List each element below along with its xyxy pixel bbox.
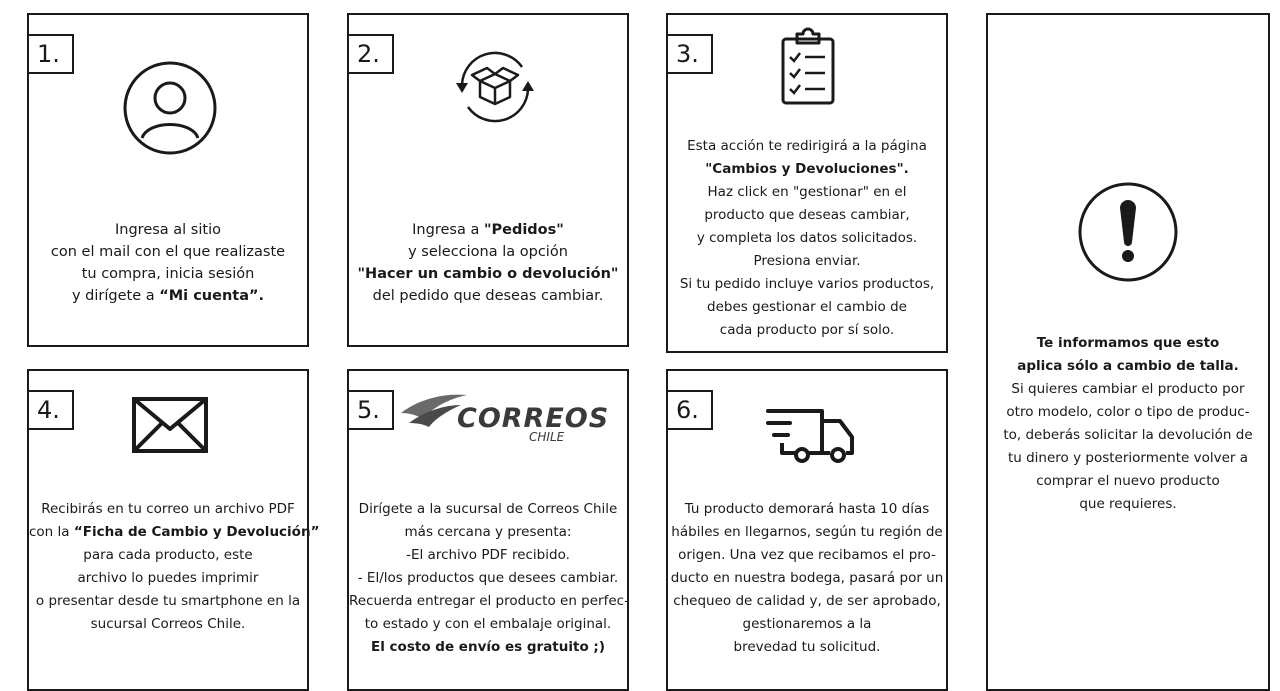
text-line: aplica sólo a cambio de talla.: [1017, 358, 1239, 374]
text-line: cada producto por sí solo.: [719, 322, 895, 338]
text-line: Recibirás en tu correo un archivo PDF: [41, 501, 295, 517]
clipboard-checklist-icon: [778, 29, 838, 109]
step-description: [29, 498, 320, 636]
delivery-truck-icon: [764, 397, 860, 469]
step-description: [29, 219, 307, 307]
correos-chile-logo: [399, 389, 610, 444]
step-description: [668, 135, 946, 342]
text-line: Ingresa al sitio: [115, 222, 221, 238]
text-line: gestionaremos a la: [742, 616, 872, 632]
exclamation-circle-icon: [1076, 180, 1180, 284]
text-line: Tu producto demorará hasta 10 días: [684, 501, 930, 517]
step-number: 6.: [666, 390, 713, 430]
text-line: archivo lo puedes imprimir: [77, 570, 259, 586]
box-cycle-icon: [450, 47, 540, 127]
step-description: [349, 498, 627, 659]
notice-card: [986, 13, 1270, 691]
text-line: producto que deseas cambiar,: [704, 207, 910, 223]
text-line: Si tu pedido incluye varios productos,: [679, 276, 935, 292]
text-line: o presentar desde tu smartphone en la: [35, 593, 301, 609]
step-card-4: [27, 369, 320, 691]
text-line: más cercana y presenta:: [404, 524, 572, 540]
text-line: otro modelo, color o tipo de produc-: [1006, 404, 1250, 420]
text-line: Dirígete a la sucursal de Correos Chile: [358, 501, 618, 517]
text-line: hábiles en llegarnos, según tu región de: [671, 524, 943, 540]
text-line: Recuerda entregar el producto en perfec-: [349, 593, 629, 609]
step-description: [349, 219, 627, 307]
step-number: 1.: [27, 34, 74, 74]
text-line: "Hacer un cambio o devolución": [357, 266, 619, 282]
text-line: to estado y con el embalaje original.: [364, 616, 612, 632]
text-line: chequeo de calidad y, de ser aprobado,: [673, 593, 941, 609]
text-line: Presiona enviar.: [753, 253, 861, 269]
step-number: 2.: [347, 34, 394, 74]
text-line: brevedad tu solicitud.: [733, 639, 881, 655]
text-line: tu dinero y posteriormente volver a: [1007, 450, 1249, 466]
text-line: y completa los datos solicitados.: [696, 230, 918, 246]
notice-description: [988, 332, 1268, 516]
text-line: que requieres.: [1079, 496, 1177, 512]
text-line: con la “Ficha de Cambio y Devolución”: [29, 524, 320, 540]
text-line: para cada producto, este: [83, 547, 253, 563]
step-card-3: [666, 13, 948, 353]
text-line: ducto en nuestra bodega, pasará por un: [670, 570, 944, 586]
text-line: con el mail con el que realizaste: [50, 244, 286, 260]
text-line: Te informamos que esto: [1036, 335, 1220, 351]
text-line: tu compra, inicia sesión: [81, 266, 255, 282]
step-number: 4.: [27, 390, 74, 430]
text-line: sucursal Correos Chile.: [90, 616, 246, 632]
step-number: 5.: [347, 390, 394, 430]
step-card-5: [347, 369, 629, 691]
text-line: -El archivo PDF recibido.: [406, 547, 570, 563]
text-line: Esta acción te redirigirá a la página: [687, 138, 927, 154]
text-line: debes gestionar el cambio de: [707, 299, 907, 315]
step-card-1: [27, 13, 309, 347]
text-line: comprar el nuevo producto: [1036, 473, 1220, 489]
text-line: - El/los productos que desees cambiar.: [357, 570, 619, 586]
text-line: y dirígete a “Mi cuenta”.: [71, 288, 265, 304]
text-line: El costo de envío es gratuito ;): [371, 639, 605, 655]
text-line: Ingresa a "Pedidos": [412, 222, 564, 238]
text-line: origen. Una vez que recibamos el pro-: [678, 547, 936, 563]
step-number: 3.: [666, 34, 713, 74]
step-card-2: [347, 13, 629, 347]
text-line: Haz click en "gestionar" en el: [707, 184, 907, 200]
text-line: "Cambios y Devoluciones".: [705, 161, 909, 177]
user-icon: [120, 58, 220, 158]
svg-text:CORREOS: CORREOS: [457, 403, 610, 434]
svg-text:CHILE: CHILE: [529, 430, 565, 444]
text-line: to, deberás solicitar la devolución de: [1003, 427, 1253, 443]
step-description: [668, 498, 946, 659]
text-line: del pedido que deseas cambiar.: [372, 288, 604, 304]
step-card-6: [666, 369, 948, 691]
text-line: y selecciona la opción: [408, 244, 568, 260]
envelope-icon: [130, 395, 210, 455]
text-line: Si quieres cambiar el producto por: [1011, 381, 1245, 397]
